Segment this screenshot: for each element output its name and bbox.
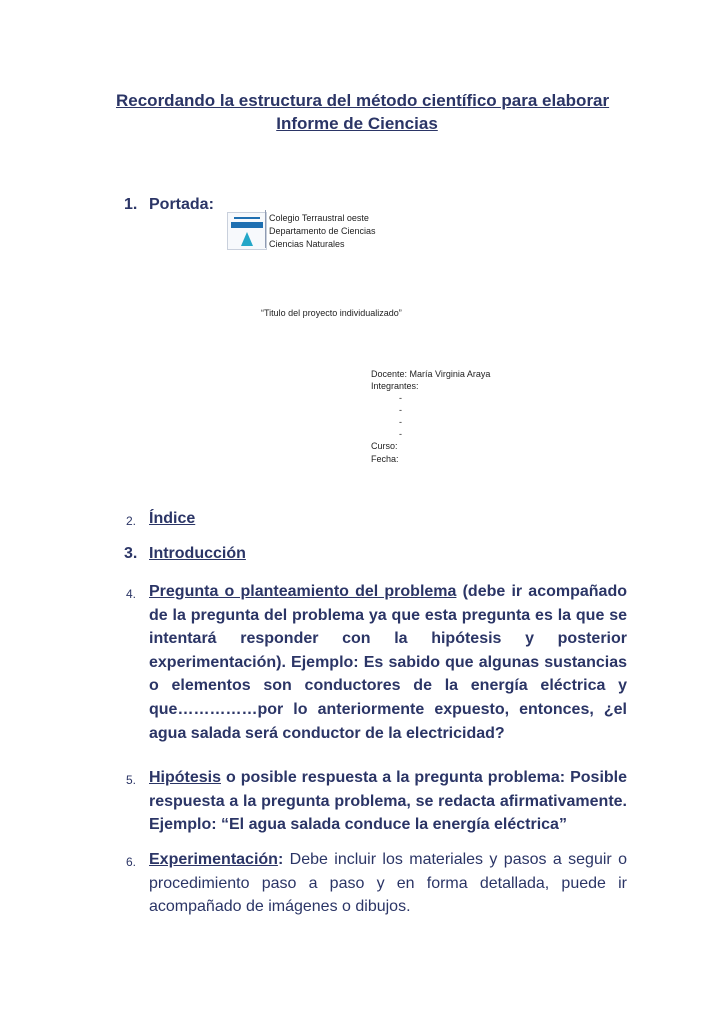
section-1-label: Portada: xyxy=(149,196,214,213)
cover-member: - xyxy=(399,393,402,403)
document-title xyxy=(116,91,626,134)
cover-members-label: Integrantes: xyxy=(371,381,419,391)
section-6-number: 6. xyxy=(126,855,137,869)
logo-banner xyxy=(231,222,263,228)
section-5-paragraph xyxy=(149,766,627,837)
logo-top-stripe xyxy=(234,217,260,219)
section-4-number: 4. xyxy=(126,587,137,601)
title-line-2: Informe de Ciencias xyxy=(276,114,438,133)
cover-member: - xyxy=(399,405,402,415)
school-logo xyxy=(227,212,267,250)
section-3-label: Introducción xyxy=(149,545,246,562)
cover-project-title: “Titulo del proyecto individualizado” xyxy=(261,308,402,318)
cover-teacher: Docente: María Virginia Araya xyxy=(371,369,491,379)
section-5-number: 5. xyxy=(126,773,137,787)
cover-member: - xyxy=(399,429,402,439)
section-6-text: Debe incluir los materiales y pasos a seguir o procedimiento paso a paso y en forma detallada, puede ir acompañado de imágenes o dibujos. xyxy=(149,851,627,916)
section-3-number: 3. xyxy=(124,545,138,562)
section-5-label: Hipótesis xyxy=(149,769,222,786)
section-5-text: o posible respuesta a la pregunta problema: Posible respuesta a la pregunta problema, se redacta afirmativamente. Ejemplo: “El agua salada conduce la energía eléctrica” xyxy=(149,769,627,834)
cover-school: Colegio Terraustral oeste xyxy=(269,213,369,223)
cover-subject: Ciencias Naturales xyxy=(269,239,345,249)
logo-emblem-icon xyxy=(241,232,253,246)
cover-department: Departamento de Ciencias xyxy=(269,226,376,236)
section-2-label: Índice xyxy=(149,510,196,527)
cover-course: Curso: xyxy=(371,441,398,451)
section-6-colon: : xyxy=(277,851,284,868)
section-1-number: 1. xyxy=(124,196,138,213)
section-4-text: (debe ir acompañado de la pregunta del problema ya que esta pregunta es la que se intentará responder con la hipótesis y posterior experimentación). Ejemplo: Es sabido que algunas sustancias o elementos son conductores de la energía eléctrica y que……………por lo anteriormente expuesto, entonces, ¿el agua salada será conductor de la electricidad? xyxy=(149,583,627,742)
cover-date: Fecha: xyxy=(371,454,399,464)
cover-member: - xyxy=(399,417,402,427)
section-4-paragraph xyxy=(149,580,627,745)
section-4-label: Pregunta o planteamiento del problema xyxy=(149,583,457,600)
section-6-paragraph xyxy=(149,848,627,919)
logo-divider xyxy=(265,210,266,248)
section-2-number: 2. xyxy=(126,514,137,528)
title-line-1: Recordando la estructura del método científico para elaborar xyxy=(116,91,610,110)
section-6-label: Experimentación xyxy=(149,851,278,868)
